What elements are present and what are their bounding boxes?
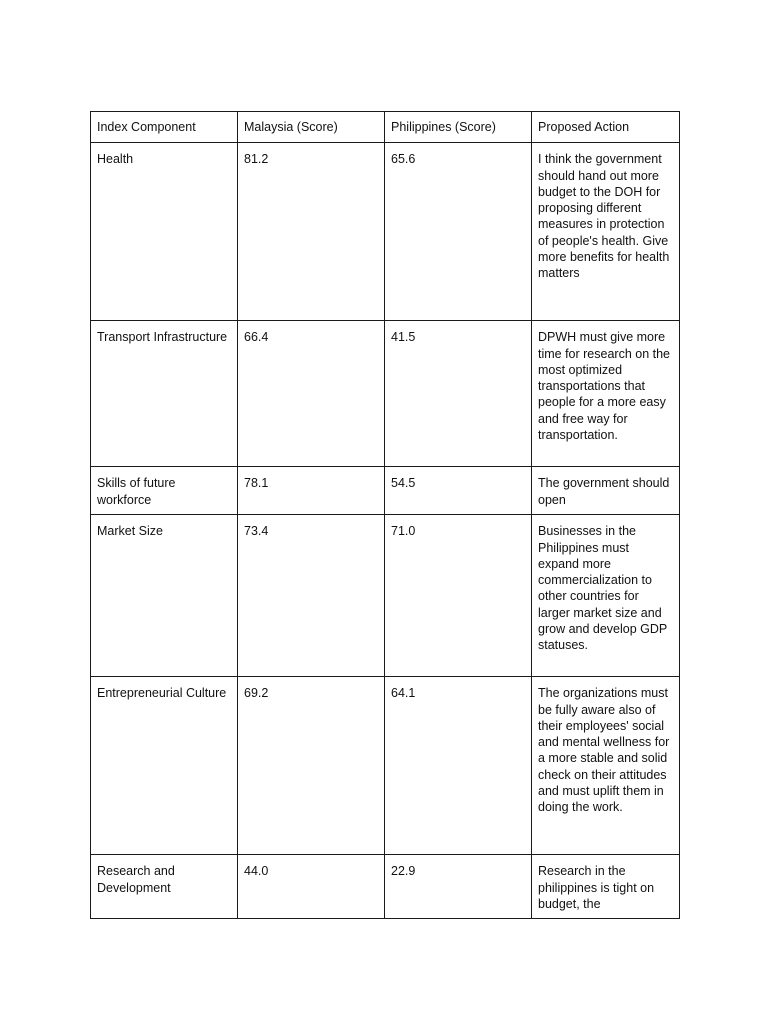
cell-action: I think the government should hand out more budget to the DOH for proposing different measures in protection of people's health. Give more benefits for health matters [532, 143, 680, 321]
cell-malaysia: 73.4 [238, 515, 385, 677]
cell-component: Research and Development [91, 855, 238, 919]
cell-component: Health [91, 143, 238, 321]
cell-action: The organizations must be fully aware also of their employees' social and mental wellness for a more stable and solid check on their attitudes and must uplift them in doing the work. [532, 677, 680, 855]
cell-component: Entrepreneurial Culture [91, 677, 238, 855]
cell-action: Businesses in the Philippines must expand more commercialization to other countries for larger market size and grow and develop GDP statuses. [532, 515, 680, 677]
table-header-row [91, 112, 680, 143]
index-comparison-table [90, 111, 680, 919]
cell-malaysia: 69.2 [238, 677, 385, 855]
cell-component: Transport Infrastructure [91, 321, 238, 467]
table-row [91, 855, 680, 919]
table-row [91, 677, 680, 855]
table-row [91, 143, 680, 321]
cell-component: Market Size [91, 515, 238, 677]
cell-component: Skills of future workforce [91, 467, 238, 515]
cell-philippines: 54.5 [385, 467, 532, 515]
header-index-component: Index Component [91, 112, 238, 143]
header-philippines-score: Philippines (Score) [385, 112, 532, 143]
cell-philippines: 64.1 [385, 677, 532, 855]
table-row [91, 321, 680, 467]
table-row [91, 515, 680, 677]
cell-philippines: 65.6 [385, 143, 532, 321]
table-row [91, 467, 680, 515]
cell-action: Research in the philippines is tight on budget, the [532, 855, 680, 919]
cell-action: DPWH must give more time for research on the most optimized transportations that people for a more easy and free way for transportation. [532, 321, 680, 467]
cell-malaysia: 78.1 [238, 467, 385, 515]
cell-action: The government should open [532, 467, 680, 515]
cell-malaysia: 66.4 [238, 321, 385, 467]
cell-malaysia: 44.0 [238, 855, 385, 919]
cell-philippines: 41.5 [385, 321, 532, 467]
cell-philippines: 22.9 [385, 855, 532, 919]
cell-philippines: 71.0 [385, 515, 532, 677]
header-malaysia-score: Malaysia (Score) [238, 112, 385, 143]
header-proposed-action: Proposed Action [532, 112, 680, 143]
cell-malaysia: 81.2 [238, 143, 385, 321]
